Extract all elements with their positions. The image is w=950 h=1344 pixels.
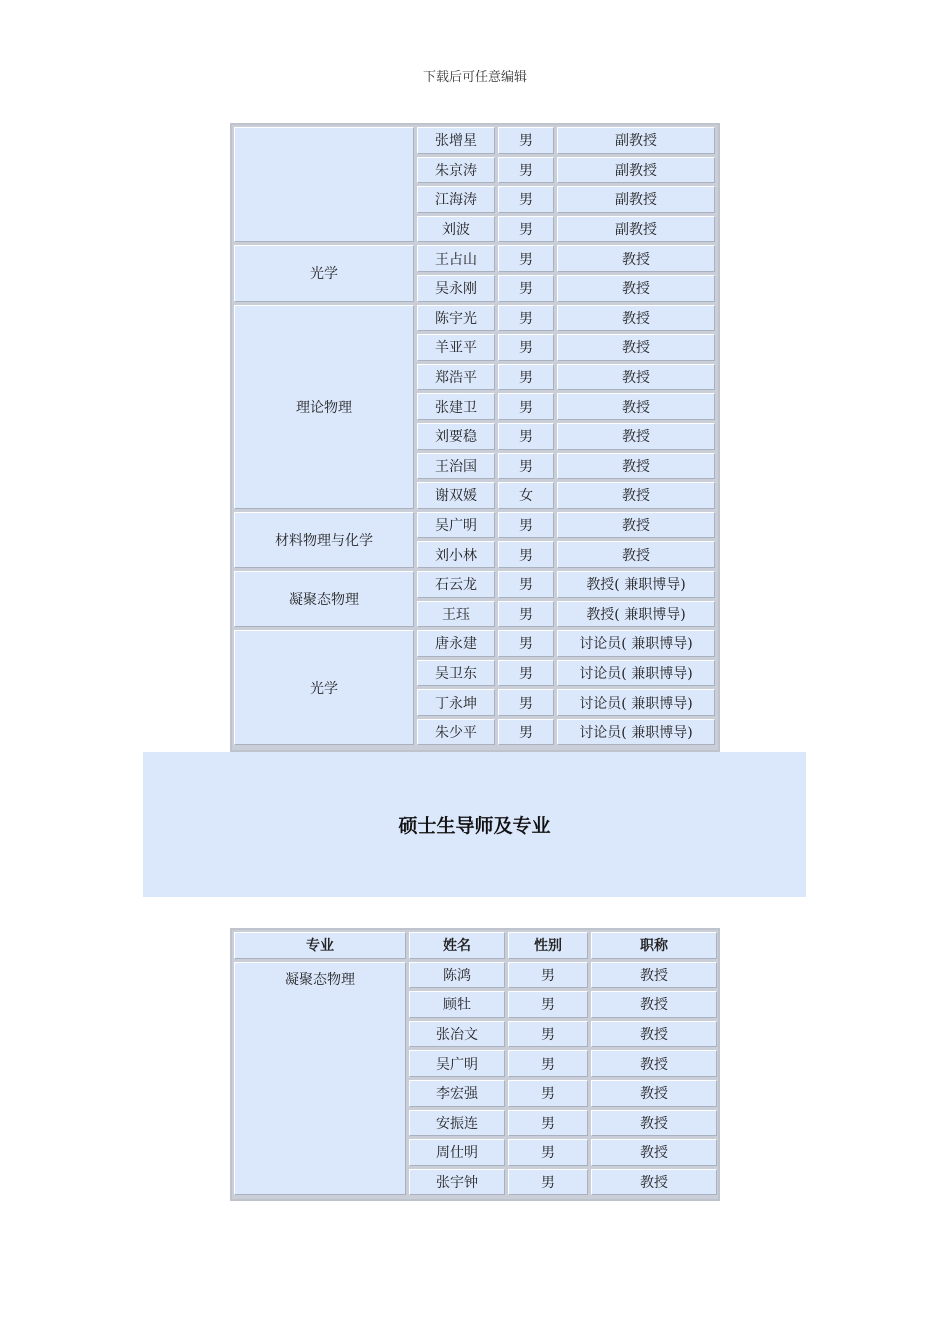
name-cell: 羊亚平 [417,334,495,361]
name-cell: 安振连 [409,1110,505,1137]
name-cell: 王治国 [417,453,495,480]
title-cell: 教授 [557,541,715,568]
title-cell: 教授 [557,275,715,302]
name-cell: 谢双媛 [417,482,495,509]
gender-cell: 男 [498,512,554,539]
title-cell: 副教授 [557,186,715,213]
gender-cell: 男 [498,423,554,450]
major-cell: 光学 [234,630,414,745]
name-cell: 石云龙 [417,571,495,598]
section-banner [143,752,806,897]
title-cell: 讨论员( 兼职博导) [557,630,715,657]
header-name: 姓名 [409,932,505,959]
title-cell: 教授 [591,1169,717,1196]
title-cell: 教授 [591,1110,717,1137]
title-cell: 教授 [591,1021,717,1048]
header-gender: 性别 [508,932,588,959]
name-cell: 吴广明 [409,1050,505,1077]
name-cell: 丁永坤 [417,689,495,716]
gender-cell: 男 [498,453,554,480]
gender-cell: 男 [508,1139,588,1166]
name-cell: 郑浩平 [417,364,495,391]
title-cell: 教授 [557,512,715,539]
gender-cell: 男 [508,1169,588,1196]
name-cell: 刘要稳 [417,423,495,450]
major-cell: 材料物理与化学 [234,512,414,568]
gender-cell: 男 [498,334,554,361]
name-cell: 陈宇光 [417,305,495,332]
name-cell: 张建卫 [417,393,495,420]
title-cell: 教授 [591,991,717,1018]
gender-cell: 男 [498,601,554,628]
major-cell [234,127,414,242]
gender-cell: 男 [508,991,588,1018]
gender-cell: 男 [498,571,554,598]
section-title: 硕士生导师及专业 [398,815,551,837]
masters-supervisor-table [230,928,720,1201]
title-cell: 讨论员( 兼职博导) [557,689,715,716]
name-cell: 吴广明 [417,512,495,539]
gender-cell: 男 [498,186,554,213]
doctoral-supervisor-table [230,123,720,752]
name-cell: 唐永建 [417,630,495,657]
name-cell: 陈鸿 [409,962,505,989]
name-cell: 刘波 [417,216,495,243]
name-cell: 朱少平 [417,719,495,746]
major-cell: 理论物理 [234,305,414,509]
gender-cell: 男 [508,1080,588,1107]
header-title: 职称 [591,932,717,959]
title-cell: 教授 [591,1080,717,1107]
gender-cell: 男 [498,216,554,243]
title-cell: 副教授 [557,157,715,184]
gender-cell: 男 [508,1021,588,1048]
title-cell: 教授 [557,482,715,509]
gender-cell: 男 [498,127,554,154]
major-cell: 凝聚态物理 [234,962,406,1196]
title-cell: 讨论员( 兼职博导) [557,660,715,687]
title-cell: 教授 [557,334,715,361]
name-cell: 吴永刚 [417,275,495,302]
gender-cell: 男 [508,962,588,989]
title-cell: 副教授 [557,127,715,154]
gender-cell: 女 [498,482,554,509]
gender-cell: 男 [498,364,554,391]
name-cell: 朱京涛 [417,157,495,184]
gender-cell: 男 [498,660,554,687]
title-cell: 教授 [557,423,715,450]
gender-cell: 男 [498,630,554,657]
title-cell: 教授 [591,962,717,989]
major-cell: 凝聚态物理 [234,571,414,627]
title-cell: 教授( 兼职博导) [557,571,715,598]
gender-cell: 男 [498,157,554,184]
gender-cell: 男 [498,719,554,746]
name-cell: 江海涛 [417,186,495,213]
title-cell: 教授 [591,1139,717,1166]
name-cell: 王占山 [417,245,495,272]
title-cell: 讨论员( 兼职博导) [557,719,715,746]
gender-cell: 男 [498,275,554,302]
header-note: 下载后可任意编辑 [422,70,527,85]
name-cell: 张冶文 [409,1021,505,1048]
name-cell: 顾牡 [409,991,505,1018]
gender-cell: 男 [498,245,554,272]
title-cell: 教授 [557,393,715,420]
title-cell: 教授 [557,364,715,391]
gender-cell: 男 [498,305,554,332]
title-cell: 教授( 兼职博导) [557,601,715,628]
name-cell: 张宇钟 [409,1169,505,1196]
name-cell: 李宏强 [409,1080,505,1107]
name-cell: 王珏 [417,601,495,628]
gender-cell: 男 [498,393,554,420]
title-cell: 教授 [591,1050,717,1077]
title-cell: 教授 [557,305,715,332]
name-cell: 吴卫东 [417,660,495,687]
major-cell: 光学 [234,245,414,301]
title-cell: 副教授 [557,216,715,243]
gender-cell: 男 [498,541,554,568]
gender-cell: 男 [498,689,554,716]
name-cell: 刘小林 [417,541,495,568]
name-cell: 周仕明 [409,1139,505,1166]
header-major: 专业 [234,932,406,959]
gender-cell: 男 [508,1050,588,1077]
title-cell: 教授 [557,453,715,480]
title-cell: 教授 [557,245,715,272]
name-cell: 张增星 [417,127,495,154]
gender-cell: 男 [508,1110,588,1137]
